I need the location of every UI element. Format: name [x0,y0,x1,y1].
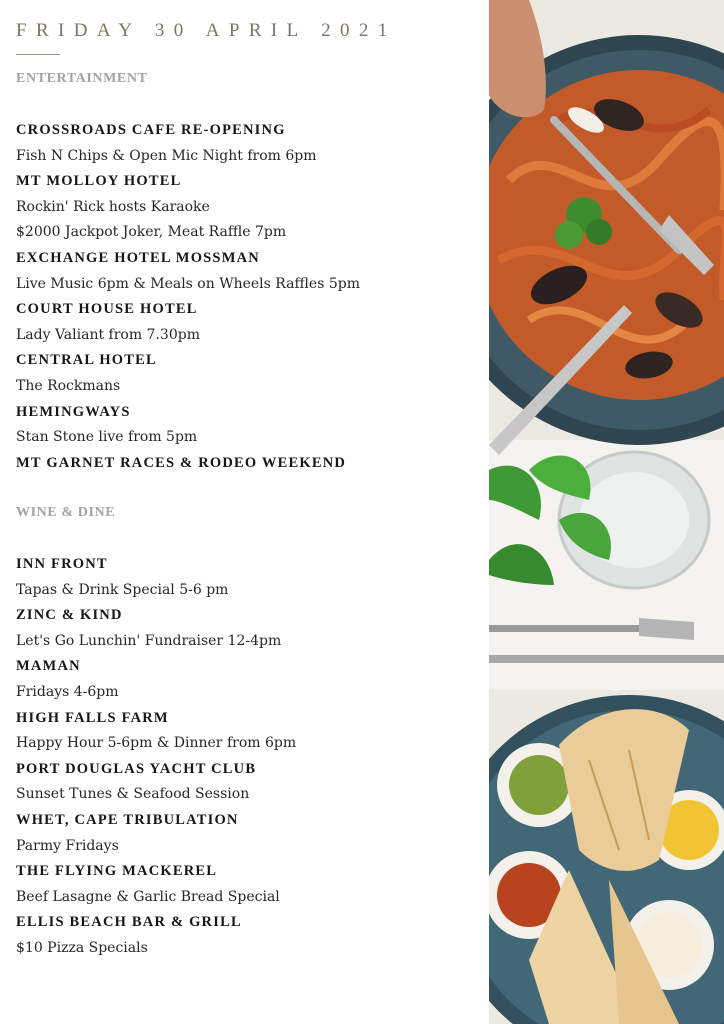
date-underline [16,54,60,55]
venue-name: MT GARNET RACES & RODEO WEEKEND [16,454,347,471]
section-heading-wine-dine: WINE & DINE [16,505,116,520]
venue-name: EXCHANGE HOTEL MOSSMAN [16,249,260,266]
venue-detail: Parmy Fridays [16,837,119,854]
venue-name: MAMAN [16,658,81,675]
venue-detail: Fridays 4-6pm [16,683,119,700]
venue-name: ELLIS BEACH BAR & GRILL [16,914,242,931]
venue-detail: $2000 Jackpot Joker, Meat Raffle 7pm [16,224,287,241]
venue-name: INN FRONT [16,556,108,572]
food-photo [489,0,724,1024]
venue-detail: Live Music 6pm & Meals on Wheels Raffles 5pm [16,275,360,292]
venue-detail: $10 Pizza Specials [16,939,148,956]
food-photo-illustration [489,0,724,1024]
venue-detail: Happy Hour 5-6pm & Dinner from 6pm [16,735,297,752]
venue-name: ZINC & KIND [16,607,123,624]
venue-detail: Tapas & Drink Special 5-6 pm [16,581,229,598]
venue-name: MT MOLLOY HOTEL [16,173,182,190]
venue-name: COURT HOUSE HOTEL [16,301,198,318]
wine-dine-list [16,552,486,962]
venue-name: HIGH FALLS FARM [16,709,169,726]
venue-detail: Let's Go Lunchin' Fundraiser 12-4pm [16,632,282,649]
venue-name: PORT DOUGLAS YACHT CLUB [16,760,257,777]
venue-detail: Stan Stone live from 5pm [16,429,198,446]
venue-detail: Lady Valiant from 7.30pm [16,326,200,343]
venue-detail: Sunset Tunes & Seafood Session [16,786,250,803]
venue-name: THE FLYING MACKEREL [16,863,218,880]
entertainment-list [16,118,486,476]
dip-plate [489,695,724,1024]
page-date: FRIDAY 30 APRIL 2021 [16,20,397,41]
venue-detail: Beef Lasagne & Garlic Bread Special [16,888,280,905]
venue-detail: Rockin' Rick hosts Karaoke [16,198,210,215]
venue-detail: The Rockmans [16,377,121,394]
venue-name: CENTRAL HOTEL [16,352,157,369]
venue-detail: Fish N Chips & Open Mic Night from 6pm [16,147,317,164]
venue-name: CROSSROADS CAFE RE-OPENING [16,122,286,138]
section-heading-entertainment: ENTERTAINMENT [16,71,148,86]
venue-name: HEMINGWAYS [16,403,131,420]
venue-name: WHET, CAPE TRIBULATION [16,811,239,828]
